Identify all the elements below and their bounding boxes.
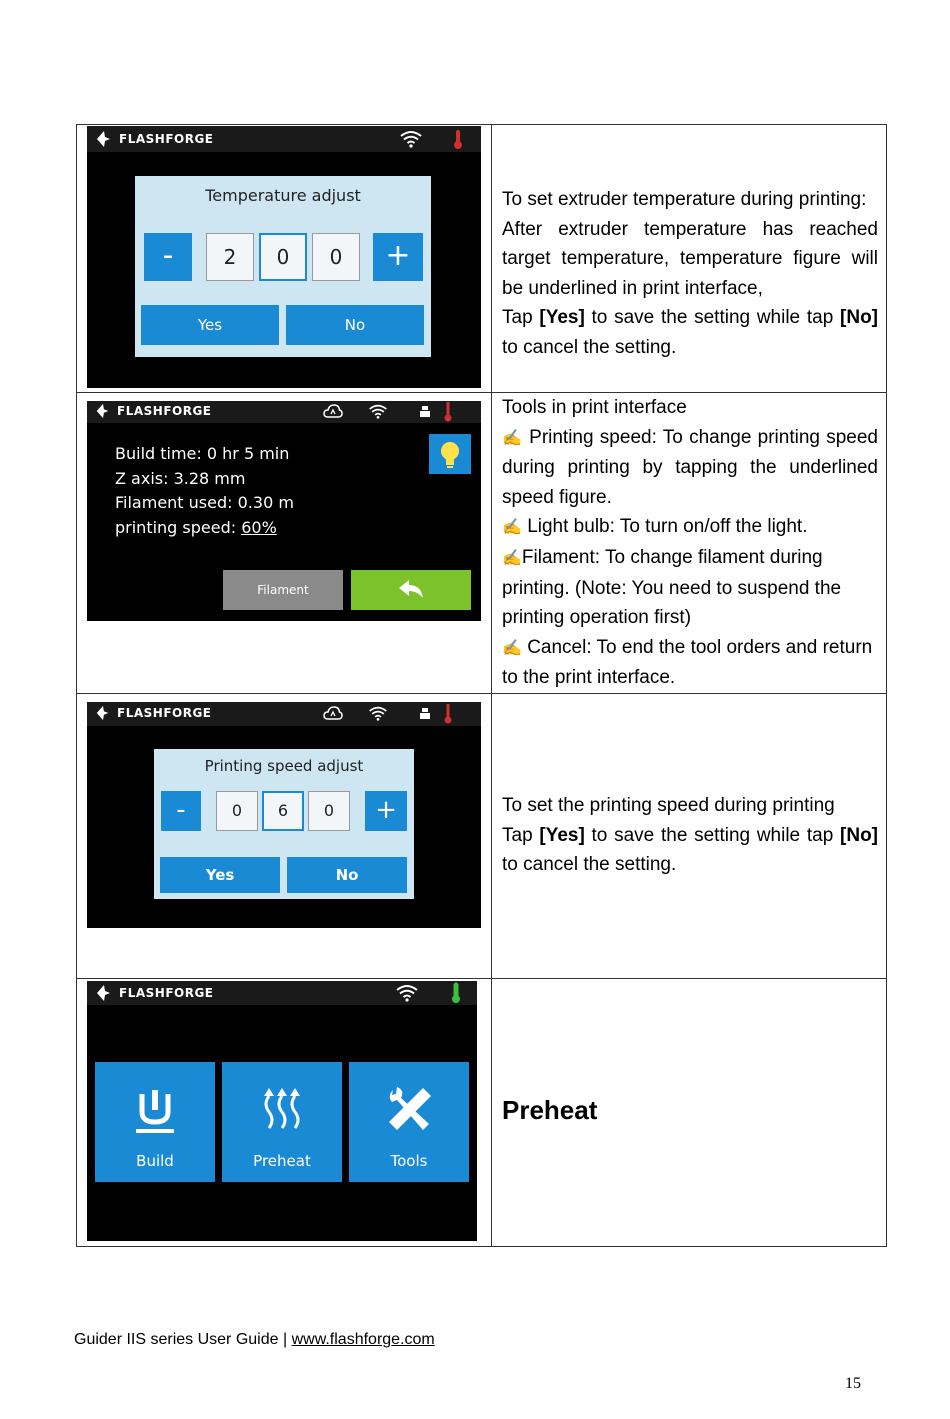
filament-used: Filament used: 0.30 m [115, 493, 294, 512]
screen-cell [77, 978, 492, 1246]
return-arrow-icon [397, 578, 425, 602]
light-bulb-button[interactable] [429, 434, 471, 474]
thermometer-icon [444, 704, 452, 724]
speed-dialog [154, 749, 414, 899]
cloud-icon [323, 404, 343, 420]
status-bar [87, 126, 481, 152]
tile-label: Tools [390, 1151, 428, 1170]
no-button[interactable]: No [286, 305, 424, 345]
description-cell [492, 393, 887, 694]
table-row [77, 978, 887, 1246]
wifi-icon [399, 129, 423, 149]
tools-icon [383, 1084, 435, 1136]
tools-tile[interactable] [349, 1062, 469, 1182]
status-bar [87, 702, 481, 726]
dialog-title: Temperature adjust [205, 186, 361, 205]
tap-text: Tap [502, 824, 533, 846]
temperature-dialog [135, 176, 431, 357]
z-axis: Z axis: 3.28 mm [115, 468, 246, 488]
no-key: [No] [840, 824, 878, 846]
tile-label: Preheat [253, 1151, 311, 1170]
printing-speed [115, 516, 294, 541]
digit-hundreds[interactable]: 0 [216, 791, 258, 831]
wifi-icon [395, 983, 419, 1003]
yes-button[interactable]: Yes [141, 305, 279, 345]
printer-icon [419, 405, 431, 419]
guide-subtitle: series User Guide | [146, 1331, 292, 1348]
flashforge-logo-icon [95, 984, 113, 1002]
speed-adjust-screen [87, 702, 481, 928]
printing-speed-value[interactable]: 60% [241, 517, 277, 537]
dialog-title: Printing speed adjust [204, 756, 364, 775]
build-time: Build time: 0 hr 5 min [115, 444, 290, 463]
website-link[interactable]: www.flashforge.com [291, 1331, 435, 1348]
cloud-icon [323, 706, 343, 722]
pen-bullet-icon: ✍ [502, 519, 522, 537]
description-text: To set the printing speed during printing [502, 794, 835, 816]
wifi-icon [368, 705, 388, 722]
description-cell [492, 978, 887, 1246]
yes-button[interactable]: Yes [160, 857, 280, 893]
page-number: 15 [845, 1375, 861, 1392]
status-bar [87, 401, 481, 423]
table-row [77, 393, 887, 694]
tools-heading: Tools in print interface [502, 397, 687, 418]
home-screen [87, 981, 477, 1241]
decrease-button[interactable]: - [144, 233, 192, 281]
build-icon [130, 1084, 180, 1134]
brand-logo [95, 984, 214, 1002]
status-bar [87, 981, 477, 1005]
description-cell [492, 693, 887, 978]
table-row [77, 693, 887, 978]
bullet-text: Printing speed: To change printing speed during printing by tapping the underlined speed figure. [502, 426, 878, 508]
digit-tens[interactable]: 6 [262, 791, 304, 831]
preheat-icon [257, 1084, 307, 1134]
printer-icon [419, 707, 431, 721]
digit-ones[interactable]: 0 [308, 791, 350, 831]
pen-bullet-icon: ✍ [502, 549, 522, 567]
thermometer-icon [453, 129, 463, 150]
digit-ones[interactable]: 0 [312, 233, 360, 281]
screen-cell [77, 393, 492, 694]
description-text: After extruder temperature has reached target temperature, temperature figure will be underlined in print interface, [502, 218, 878, 299]
yes-key: [Yes] [539, 824, 585, 846]
thermometer-icon [451, 982, 461, 1004]
thermometer-icon [444, 402, 452, 422]
description-cell [492, 125, 887, 393]
preheat-heading: Preheat [502, 1094, 598, 1125]
tap-text: to save the setting while tap [591, 824, 834, 846]
brand-logo [95, 705, 212, 721]
tap-text: to cancel the setting. [502, 854, 677, 876]
light-bulb-icon [429, 434, 471, 474]
footer [74, 1331, 435, 1349]
table-row [77, 125, 887, 393]
tap-text: Tap [502, 307, 533, 329]
brand-logo [95, 403, 212, 419]
brand-name: FLASHFORGE [119, 132, 214, 146]
bullet-text: Light bulb: To turn on/off the light. [527, 516, 808, 538]
pen-bullet-icon: ✍ [502, 639, 522, 657]
print-info [115, 442, 294, 540]
brand-name: FLASHFORGE [117, 404, 212, 418]
yes-key: [Yes] [539, 307, 585, 329]
filament-button[interactable]: Filament [223, 570, 343, 610]
bullet-text: Filament: To change filament during printing. (Note: You need to suspend the printing operation first) [502, 546, 842, 629]
digit-tens[interactable]: 0 [259, 233, 307, 281]
printing-speed-label: printing speed: [115, 517, 242, 537]
tap-text: to save the setting while tap [591, 307, 834, 329]
no-button[interactable]: No [287, 857, 407, 893]
preheat-tile[interactable] [222, 1062, 342, 1182]
flashforge-logo-icon [95, 403, 111, 419]
pen-bullet-icon: ✍ [502, 429, 523, 447]
screen-cell [77, 693, 492, 978]
instruction-table [76, 124, 887, 1247]
wifi-icon [368, 403, 388, 420]
increase-button[interactable]: + [373, 233, 423, 281]
brand-logo [95, 130, 214, 148]
brand-name: FLASHFORGE [117, 705, 212, 720]
no-key: [No] [840, 307, 878, 329]
temperature-adjust-screen [87, 126, 481, 388]
print-tools-screen [87, 401, 481, 621]
tap-text: to cancel the setting. [502, 336, 677, 358]
increase-button[interactable]: + [365, 791, 407, 831]
flashforge-logo-icon [95, 705, 111, 721]
tile-label: Build [136, 1151, 174, 1170]
build-tile[interactable] [95, 1062, 215, 1182]
digit-hundreds[interactable]: 2 [206, 233, 254, 281]
brand-name: FLASHFORGE [119, 985, 214, 1000]
guide-title: Guider IIS [74, 1331, 147, 1348]
back-button[interactable] [351, 570, 471, 610]
decrease-button[interactable]: - [161, 791, 201, 831]
bullet-text: Cancel: To end the tool orders and return to the print interface. [502, 636, 873, 689]
screen-cell [77, 125, 492, 393]
description-text: To set extruder temperature during printing: [502, 189, 867, 210]
flashforge-logo-icon [95, 130, 113, 148]
